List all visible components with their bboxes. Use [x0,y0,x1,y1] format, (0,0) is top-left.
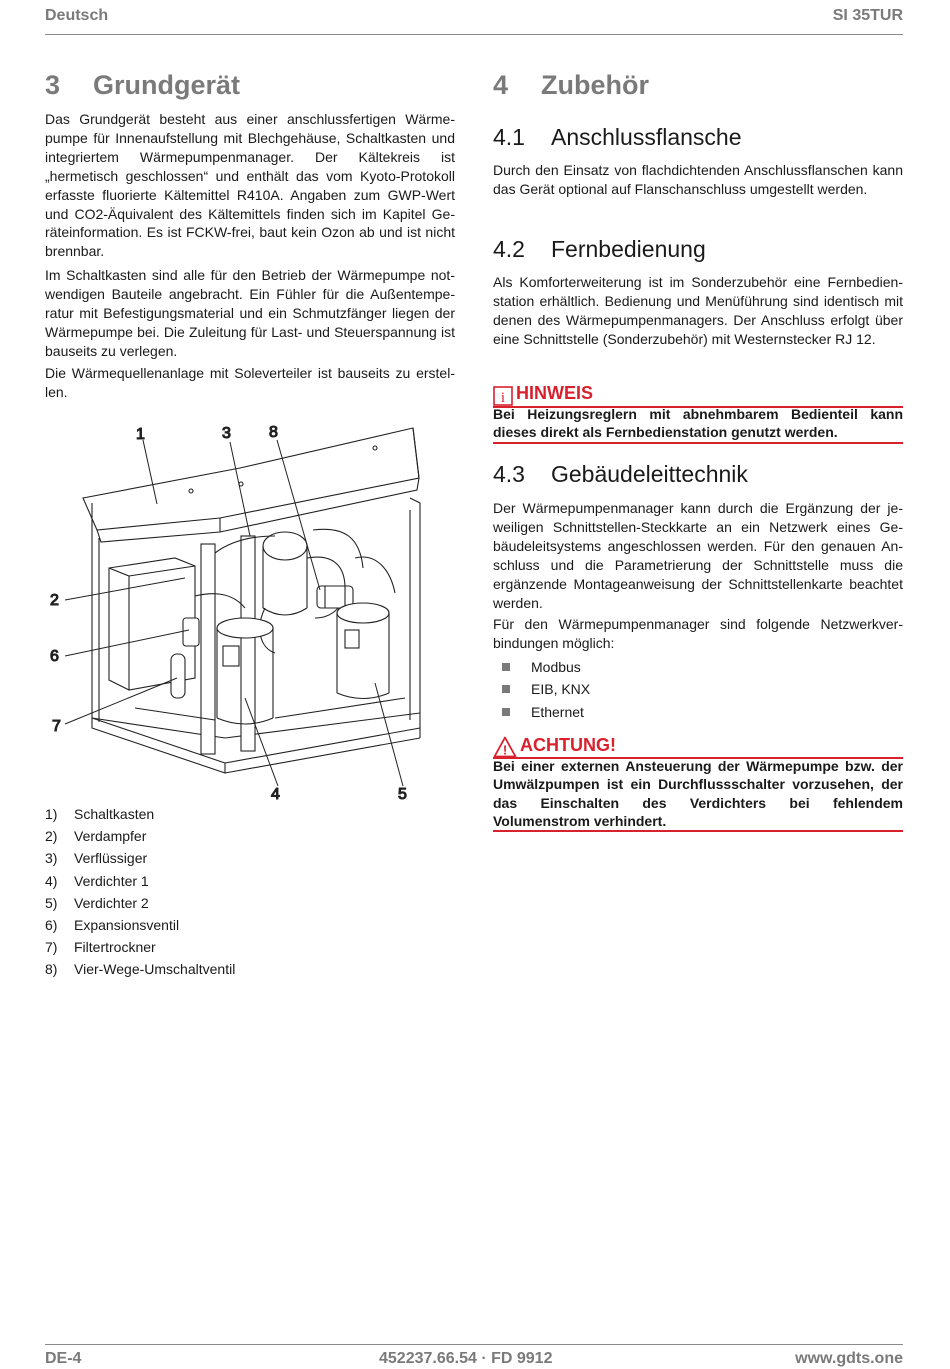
hinweis-text: Bei Heizungsreglern mit abnehmbarem Bedienteil kann dieses direkt als Fernbedienstation genutzt werden. [493,406,903,441]
callout-8: 8 [269,424,278,441]
page-footer [45,1344,903,1367]
section-3-heading [45,70,240,101]
section-4-2-heading [493,236,706,263]
legend-item: 4) Verdichter 1 [45,872,149,889]
section-4-1-number: 4.1 [493,124,525,150]
heat-pump-figure [45,418,455,808]
section-3-title: Grundgerät [93,70,241,100]
legend-item: 6) Expansionsventil [45,916,180,933]
callout-6: 6 [50,648,59,665]
section-4-title: Zubehör [541,70,649,100]
section-4-heading [493,70,649,101]
callout-3: 3 [222,425,231,442]
hinweis-bottom-rule [493,442,903,444]
section-4-3-number: 4.3 [493,461,525,487]
section-3-paragraph-1: Das Grundgerät besteht aus einer anschlussfertigen Wärmepumpe für Innenaufstellung mit Blechgehäuse, Schaltkasten und integriertem Wärmepumpenmanager. Der Kältekreis ist „hermetisch geschlossen“ und enthält das vom Kyoto-Protokoll erfasste fluorierte Kältemittel R410A. Angaben zum GWP-Wert und CO2-Äquivalent des Kältemittels finden sich im Kapitel Geräteinformation. Es ist FCKW-frei, baut kein Ozon ab und ist nicht brennbar. [45,111,455,260]
footer-page-number: DE-4 [45,1350,82,1367]
callout-7: 7 [52,718,61,735]
legend-item: 1) Schaltkasten [45,806,155,822]
bullet-square-icon [502,663,510,671]
bullet-square-icon [502,685,510,693]
section-4-3-heading [493,461,748,488]
legend-item: 3) Verflüssiger [45,850,148,867]
section-4-2-number: 4.2 [493,236,525,262]
header-language: Deutsch [45,7,109,24]
callout-5: 5 [398,786,407,803]
section-3-paragraph-2: Im Schaltkasten sind alle für den Betrieb der Wärmepumpe notwendigen Bauteile angebracht. Ein Fühler für die Außentemperatur mit Befestigungsmaterial und ein Schmutzfänger liegen der Wärmepumpe bei. Die Zuleitung für Last- und Steuerspannung ist bauseits zu verlegen. [45,267,455,359]
warning-triangle-icon [493,736,517,758]
section-4-number: 4 [493,70,509,100]
section-4-1-title: Anschlussflansche [551,124,742,150]
achtung-title: ACHTUNG! [520,735,616,755]
section-4-3-text-2: Für den Wärmepumpenmanager sind folgende Netzwerkverbindungen möglich: [493,616,903,651]
svg-text:!: ! [502,742,508,758]
section-3-paragraph-3: Die Wärmequellenanlage mit Soleverteiler ist bauseits zu erstellen. [45,365,455,400]
legend-item: 7) Filtertrockner [45,939,156,956]
section-4-1-heading [493,124,742,151]
list-item: Ethernet [493,701,590,723]
section-4-3-text-1: Der Wärmepumpenmanager kann durch die Ergänzung der jeweiligen Schnittstellen-Steckkarte an ein Netzwerk eines Gebäudeleitsystems angeschlossen werden. Für den genauen Anschluss und die Parametrierung der Schnittstelle muss die ergänzende Montageanweisung der Schnittstellenkarte beachtet werden. [493,500,903,611]
achtung-text: Bei einer externen Ansteuerung der Wärmepumpe bzw. der Umwälzpumpen ist ein Durchflussschalter vorzusehen, der das Einschalten des Verdichters bei fehlendem Volumenstrom verhindert. [493,758,903,829]
section-4-1-text: Durch den Einsatz von flachdichtenden Anschlussflanschen kann das Gerät optional auf Flanschanschluss umgestellt werden. [493,162,903,197]
section-4-2-title: Fernbedienung [551,236,706,262]
info-icon [493,386,513,406]
page-header [45,6,903,35]
legend-item: 8) Vier-Wege-Umschaltventil [45,961,236,978]
achtung-bottom-rule [493,830,903,832]
header-model: SI 35TUR [832,7,903,24]
figure-legend [45,803,235,981]
section-4-2-text: Als Komforterweiterung ist im Sonderzubehör eine Fernbedienstation erhältlich. Bedienung und Menüführung sind identisch mit denen des Wärmepumpenmanagers. Der Anschluss erfolgt über eine Schnittstelle (Sonderzubehör) mit Westernstecker RJ 12. [493,274,903,347]
list-item: Modbus [493,656,590,678]
section-3-number: 3 [45,70,61,100]
list-item: EIB, KNX [493,678,590,700]
section-4-3-title: Gebäudeleittechnik [551,461,748,487]
callout-1: 1 [136,426,145,443]
hinweis-title: HINWEIS [516,383,594,403]
bullet-square-icon [502,708,510,716]
footer-document-number: 452237.66.54 · FD 9912 [379,1350,553,1367]
callout-4: 4 [271,786,280,803]
heat-pump-drawing [45,418,455,803]
svg-text:i: i [500,390,506,406]
legend-item: 2) Verdampfer [45,828,147,845]
network-list [493,656,590,723]
callout-2: 2 [50,592,59,609]
legend-item: 5) Verdichter 2 [45,894,149,911]
footer-website-link[interactable]: www.gdts.one [795,1350,903,1367]
